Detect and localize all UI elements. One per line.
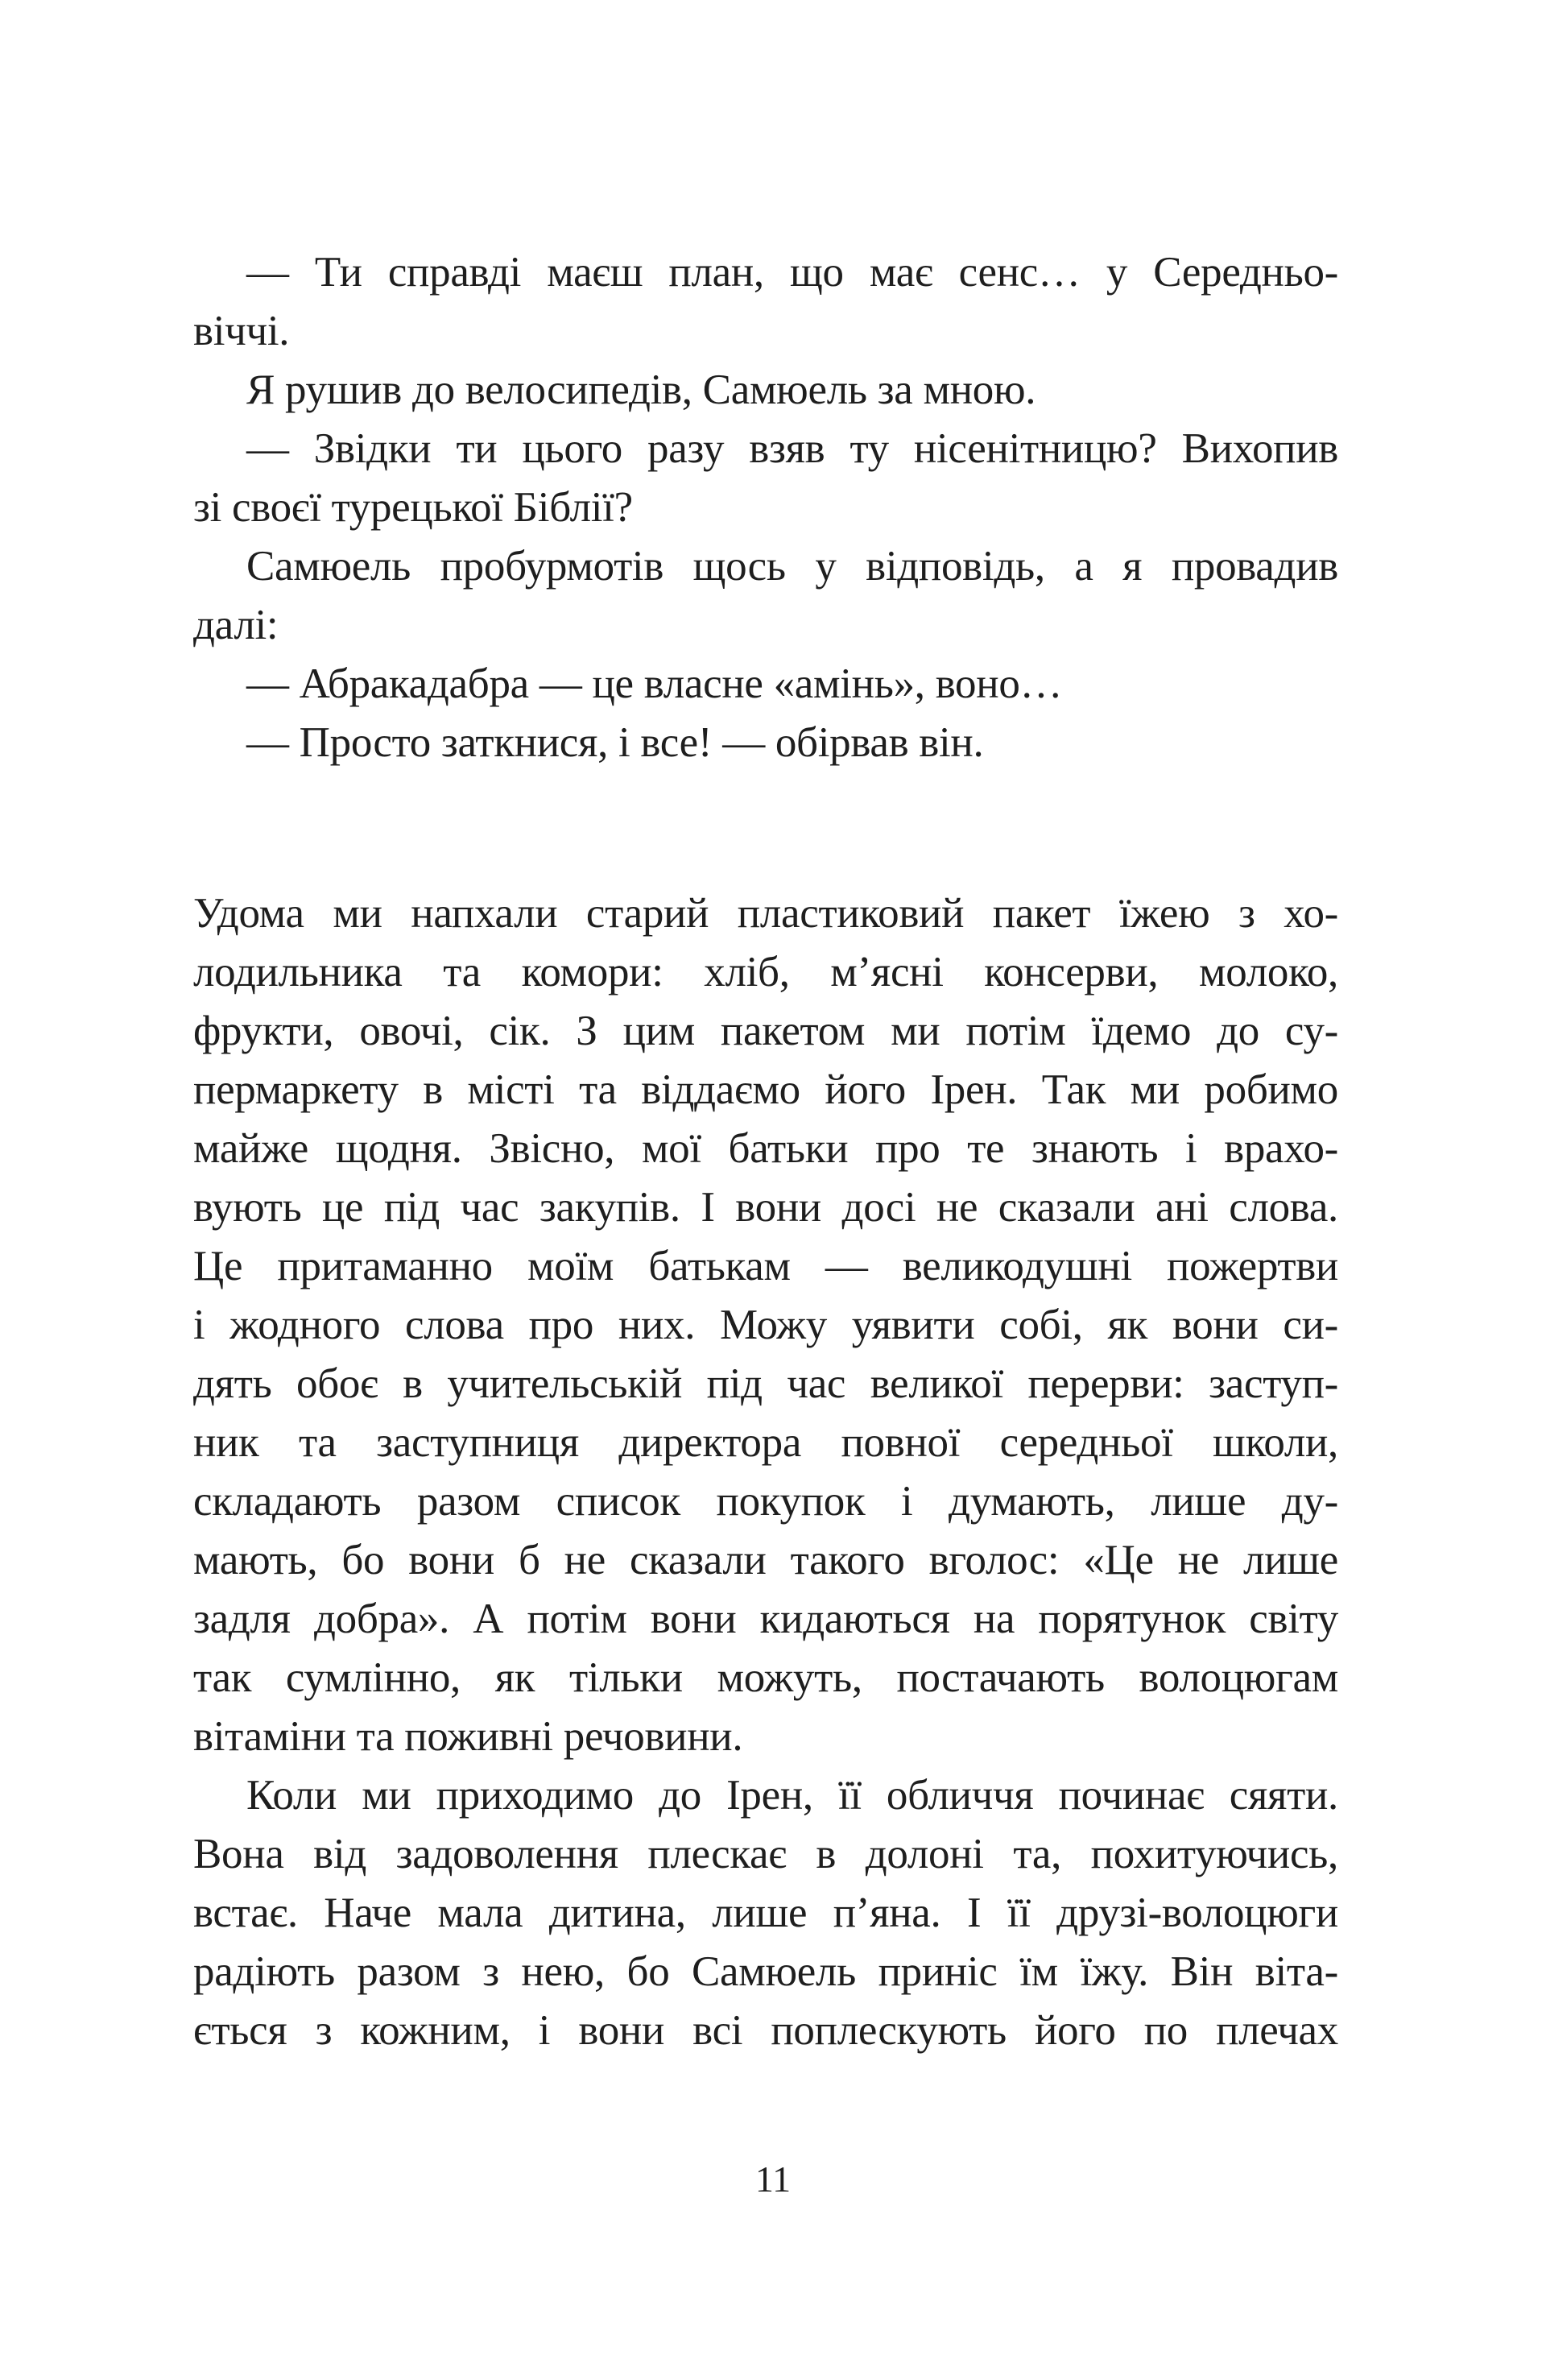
text-line: далі:: [193, 602, 279, 648]
text-line: Це притаманно моїм батькам — великодушні пожертви: [193, 1243, 1338, 1289]
text-line: віччі.: [193, 308, 290, 354]
text-line: ється з кожним, і вони всі поплескують його по плечах: [193, 2007, 1338, 2054]
text-line: майже щодня. Звісно, мої батьки про те знають і врахо-: [193, 1125, 1338, 1172]
text-line: Коли ми приходимо до Ірен, її обличчя починає сяяти.: [246, 1772, 1338, 1819]
text-line: так сумлінно, як тільки можуть, постачають волоцюгам: [193, 1654, 1338, 1701]
text-line: ник та заступниця директора повної середньої школи,: [193, 1419, 1338, 1466]
text-line: Самюель пробурмотів щось у відповідь, а я провадив: [246, 543, 1338, 590]
narrative-section: [193, 884, 1338, 2060]
text-line: і жодного слова про них. Можу уявити собі, як вони си-: [193, 1302, 1338, 1348]
text-line: вітаміни та поживні речовини.: [193, 1713, 743, 1760]
text-line: — Абракадабра — це власне «амінь», воно…: [246, 660, 1063, 707]
page-number: 11: [754, 2159, 792, 2200]
dialogue-section: [193, 243, 1338, 772]
text-line: складають разом список покупок і думають, лише ду-: [193, 1478, 1338, 1525]
text-line: фрукти, овочі, сік. З цим пакетом ми потім їдемо до су-: [193, 1008, 1338, 1054]
text-line: пермаркету в місті та віддаємо його Ірен. Так ми робимо: [193, 1066, 1338, 1113]
text-line: — Звідки ти цього разу взяв ту нісенітницю? Вихопив: [246, 425, 1338, 472]
text-line: лодильника та комори: хліб, м’ясні консерви, молоко,: [193, 949, 1338, 995]
text-line: встає. Наче мала дитина, лише п’яна. І її друзі-волоцюги: [193, 1890, 1338, 1936]
text-line: вують це під час закупів. І вони досі не сказали ані слова.: [193, 1184, 1338, 1231]
text-line: зі своєї турецької Біблії?: [193, 484, 633, 531]
text-line: Вона від задоволення плескає в долоні та, похитуючись,: [193, 1831, 1338, 1877]
text-line: — Просто заткнися, і все! — обірвав він.: [246, 719, 984, 766]
text-line: задля добра». А потім вони кидаються на порятунок світу: [193, 1596, 1338, 1642]
text-line: Удома ми напхали старий пластиковий пакет їжею з хо-: [193, 890, 1338, 937]
text-line: мають, бо вони б не сказали такого вголос: «Це не лише: [193, 1537, 1338, 1583]
text-line: Я рушив до велосипедів, Самюель за мною.: [246, 366, 1036, 413]
text-line: дять обоє в учительській під час великої перерви: заступ-: [193, 1360, 1338, 1407]
text-line: — Ти справді маєш план, що має сенс… у Середньо-: [246, 249, 1338, 296]
text-line: радіють разом з нею, бо Самюель приніс їм їжу. Він віта-: [193, 1948, 1338, 1995]
